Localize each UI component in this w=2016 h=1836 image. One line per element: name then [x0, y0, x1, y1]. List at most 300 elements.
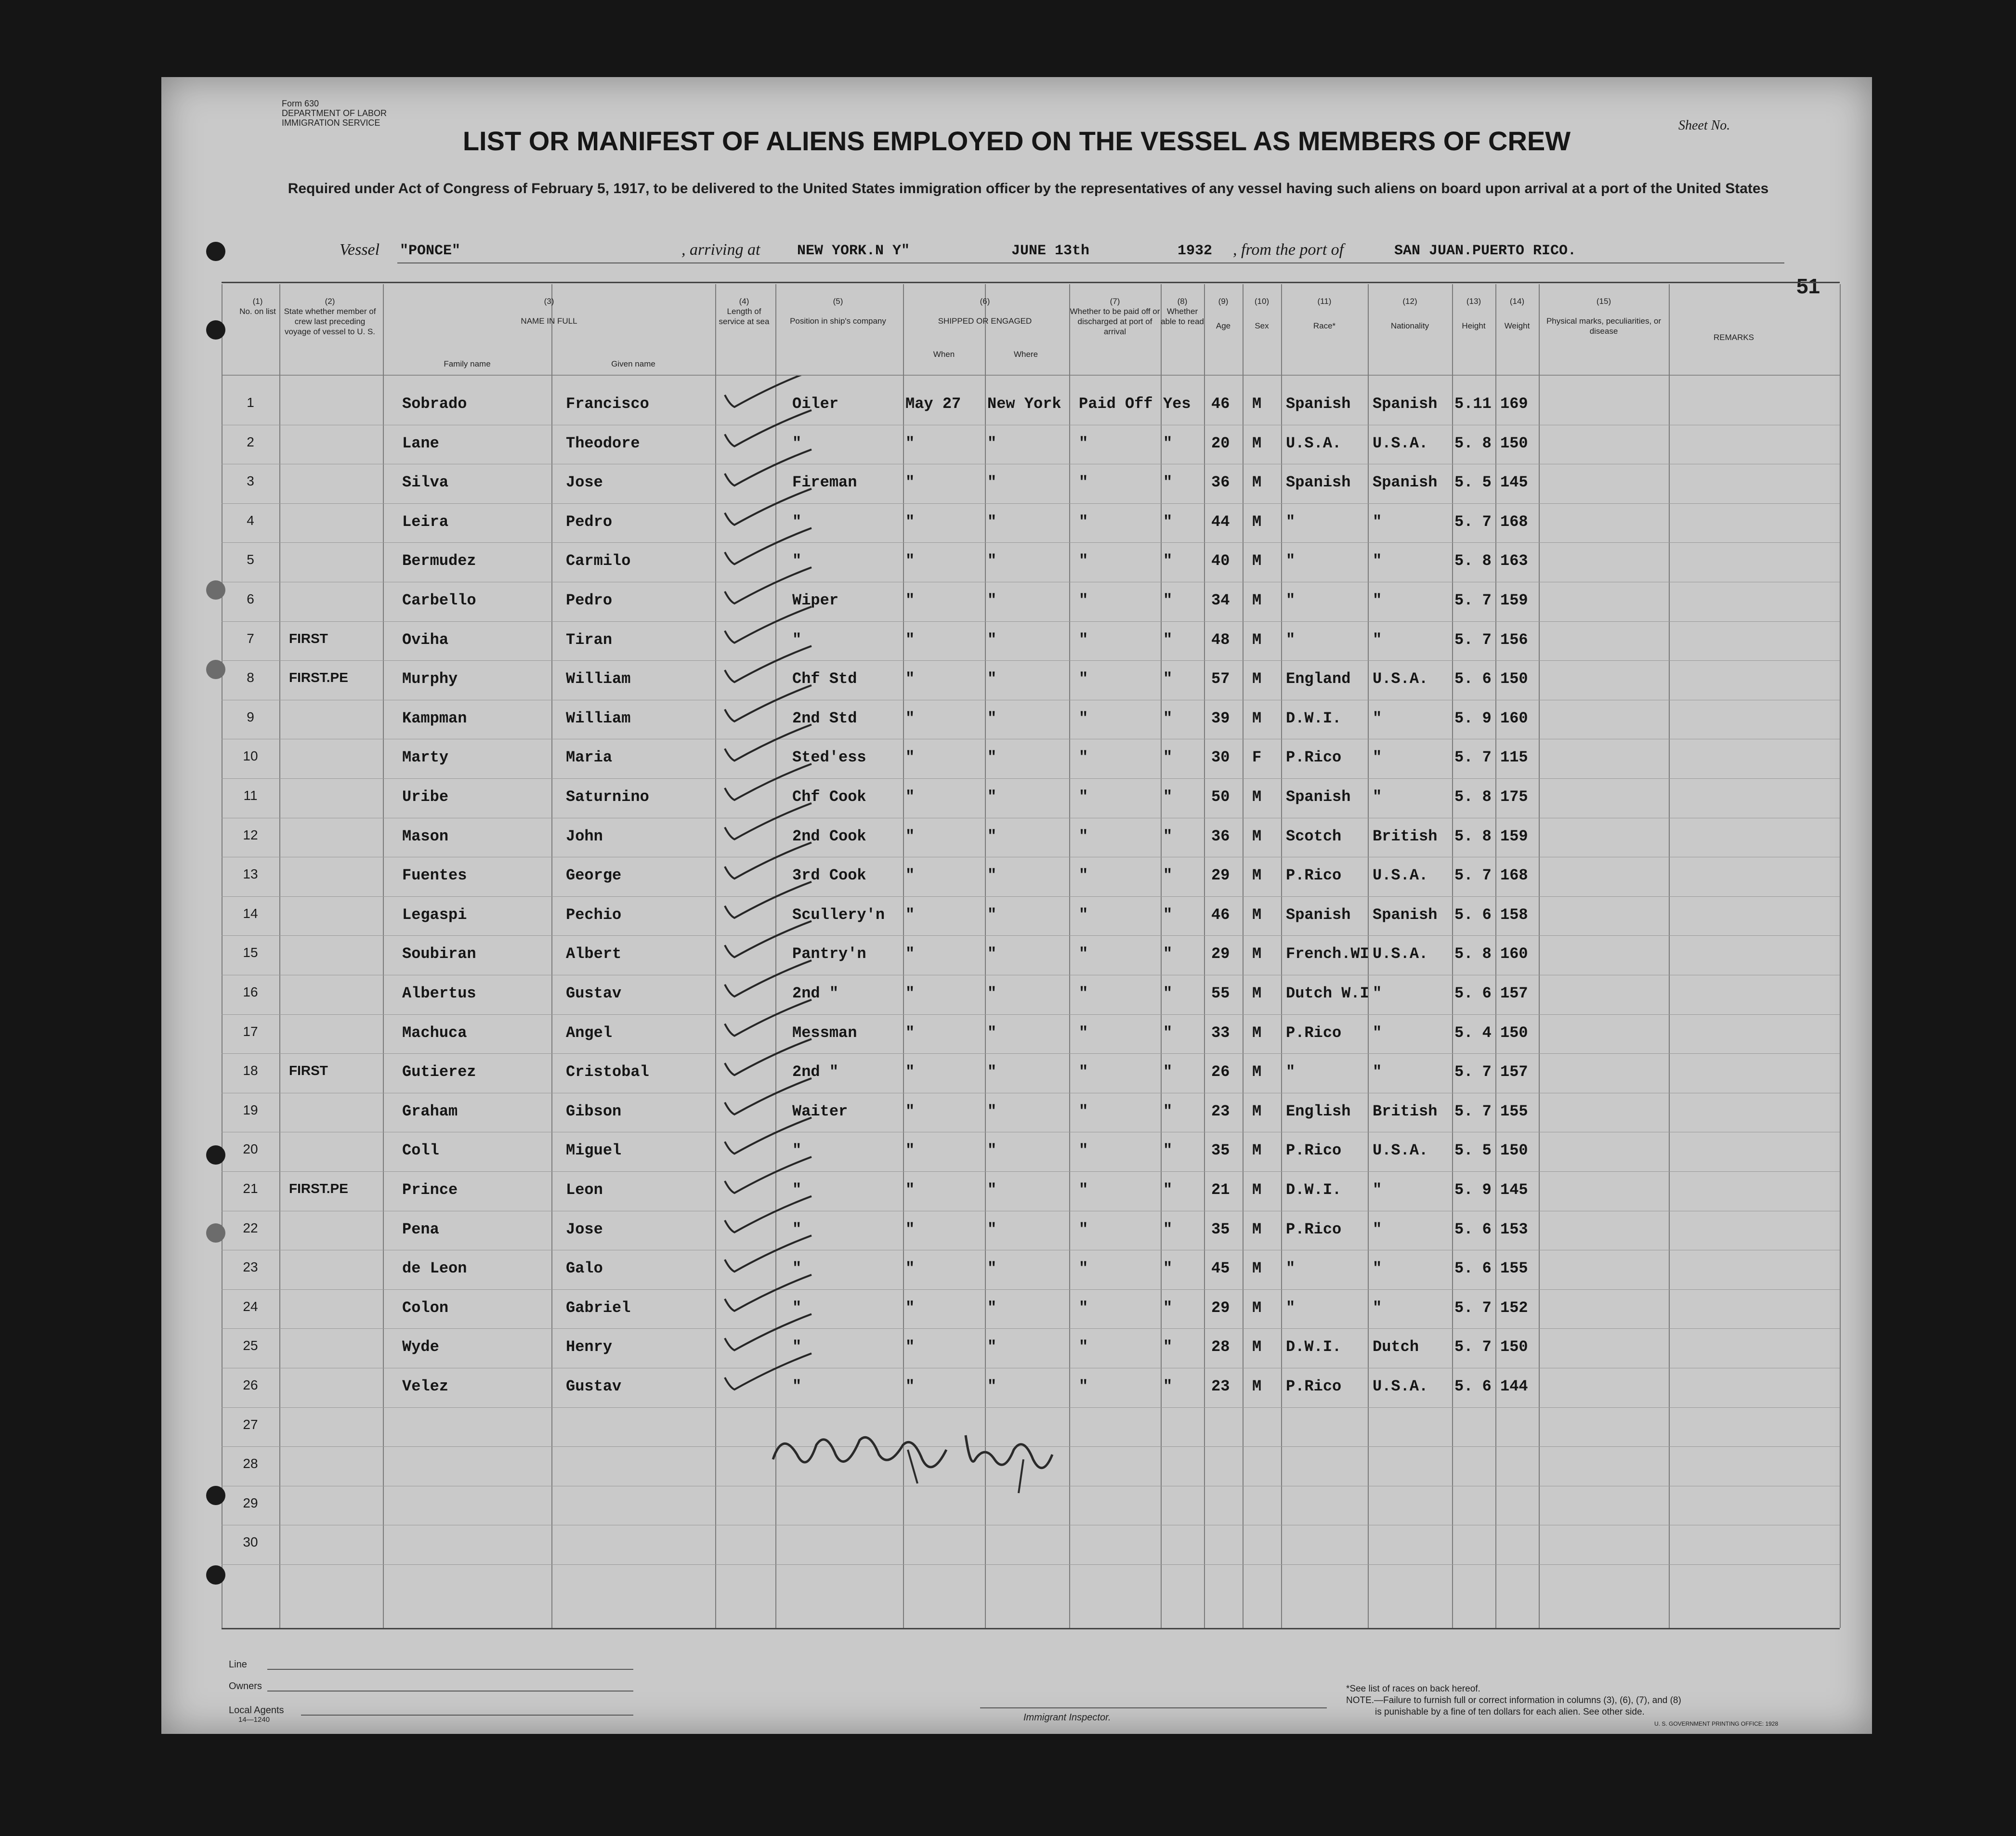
line-label: Line: [229, 1659, 247, 1670]
cell-nat: ": [1373, 1220, 1382, 1238]
row-number: 20: [243, 1141, 258, 1157]
cell-race: ": [1286, 512, 1296, 531]
cell-race: French.WI: [1286, 945, 1369, 963]
cell-weight: 155: [1500, 1259, 1528, 1278]
cell-where: ": [987, 1023, 997, 1042]
checkmark: [725, 764, 812, 800]
cell-paid: ": [1079, 1259, 1088, 1278]
cell-family: Marty: [402, 748, 449, 767]
cell-age: 23: [1211, 1102, 1230, 1120]
cell-race: D.W.I.: [1286, 709, 1342, 727]
inspector-underline: [980, 1707, 1327, 1708]
cell-family: Coll: [402, 1141, 439, 1160]
cell-when: ": [905, 1377, 915, 1395]
cell-weight: 155: [1500, 1102, 1528, 1120]
cell-nat: ": [1373, 591, 1382, 609]
cell-height: 5. 7: [1454, 748, 1492, 767]
cell-weight: 150: [1500, 434, 1528, 452]
cell-family: Murphy: [402, 670, 458, 688]
cell-given: Carmilo: [566, 552, 631, 570]
cell-weight: 163: [1500, 552, 1528, 570]
cell-position: ": [792, 1298, 802, 1317]
cell-weight: 168: [1500, 866, 1528, 885]
cell-sex: M: [1252, 1259, 1262, 1278]
cell-paid: ": [1079, 1141, 1088, 1160]
cell-where: ": [987, 1259, 997, 1278]
cell-age: 29: [1211, 866, 1230, 885]
col-5-header: (5) Position in ship's company: [790, 297, 886, 326]
cell-race: ": [1286, 1298, 1296, 1317]
cell-position: Scullery'n: [792, 905, 885, 924]
col-3-header: (3) NAME IN FULL: [521, 297, 577, 326]
cell-height: 5. 7: [1454, 1298, 1492, 1317]
row-number: 18: [243, 1063, 258, 1078]
checkmark: [725, 1117, 812, 1154]
row-rule: [222, 778, 1840, 779]
row-number: 23: [243, 1259, 258, 1275]
cell-age: 45: [1211, 1259, 1230, 1278]
punch-hole: [206, 320, 225, 340]
checkmark: [725, 921, 812, 957]
footnotes: [1346, 1683, 1778, 1730]
cell-read: ": [1163, 788, 1173, 806]
cell-when: ": [905, 1338, 915, 1356]
cell-sex: M: [1252, 945, 1262, 963]
cell-nat: U.S.A.: [1373, 1377, 1428, 1395]
cell-weight: 159: [1500, 591, 1528, 609]
col-3a-header: Family name: [444, 359, 491, 368]
cell-given: Galo: [566, 1259, 603, 1278]
punch-hole: [206, 242, 225, 261]
punch-hole: [206, 1565, 225, 1585]
cell-given: Saturnino: [566, 788, 649, 806]
cell-family: Wyde: [402, 1338, 439, 1356]
column-rule: [1204, 284, 1205, 1628]
cell-race: P.Rico: [1286, 1141, 1342, 1160]
cell-position: ": [792, 1141, 802, 1160]
cell-given: Gibson: [566, 1102, 622, 1120]
department-label: DEPARTMENT OF LABOR: [282, 108, 387, 118]
cell-when: ": [905, 866, 915, 885]
column-rule: [1495, 284, 1496, 1628]
cell-when: ": [905, 1259, 915, 1278]
cell-race: ": [1286, 552, 1296, 570]
cell-nat: ": [1373, 1023, 1382, 1042]
cell-weight: 169: [1500, 395, 1528, 413]
cell-given: Miguel: [566, 1141, 622, 1160]
cell-where: ": [987, 1377, 997, 1395]
column-rule: [1281, 284, 1282, 1628]
cell-sex: M: [1252, 1220, 1262, 1238]
checkmark: [725, 528, 812, 564]
cell-position: Messman: [792, 1023, 857, 1042]
cell-age: 46: [1211, 395, 1230, 413]
checkmark: [725, 724, 812, 761]
cell-height: 5. 8: [1454, 827, 1492, 845]
cell-race: P.Rico: [1286, 1023, 1342, 1042]
checkmark: [725, 803, 812, 839]
cell-height: 5.11: [1454, 395, 1492, 413]
cell-weight: 175: [1500, 788, 1528, 806]
cell-paid: ": [1079, 473, 1088, 492]
cell-read: ": [1163, 1063, 1173, 1081]
local-agents-label: Local Agents: [229, 1705, 284, 1716]
row-number: 22: [243, 1220, 258, 1235]
cell-paid: ": [1079, 1063, 1088, 1081]
cell-paid: ": [1079, 1377, 1088, 1395]
cell-position: Fireman: [792, 473, 857, 492]
cell-given: Tiran: [566, 630, 613, 649]
cell-sex: M: [1252, 827, 1262, 845]
cell-race: Spanish: [1286, 788, 1351, 806]
cell-when: ": [905, 1141, 915, 1160]
cell-weight: 145: [1500, 1181, 1528, 1199]
cell-family: Bermudez: [402, 552, 476, 570]
row-number: 28: [243, 1456, 258, 1471]
cell-paid: ": [1079, 984, 1088, 1002]
checkmark: [725, 1196, 812, 1233]
cell-read: ": [1163, 630, 1173, 649]
cell-height: 5. 8: [1454, 945, 1492, 963]
row-rule: [222, 660, 1840, 661]
cell-sex: M: [1252, 512, 1262, 531]
cell-age: 40: [1211, 552, 1230, 570]
cell-race: Spanish: [1286, 473, 1351, 492]
cell-position: 3rd Cook: [792, 866, 866, 885]
cell-when: ": [905, 1181, 915, 1199]
cell-age: 20: [1211, 434, 1230, 452]
cell-where: ": [987, 630, 997, 649]
cell-nat: ": [1373, 709, 1382, 727]
cell-where: ": [987, 905, 997, 924]
checkmark: [725, 1275, 812, 1311]
cell-sex: M: [1252, 630, 1262, 649]
cell-prev: FIRST: [289, 630, 328, 646]
cell-race: ": [1286, 1259, 1296, 1278]
checkmark: [725, 1000, 812, 1036]
cell-given: William: [566, 670, 631, 688]
column-rule: [1452, 284, 1453, 1628]
cell-height: 5. 6: [1454, 984, 1492, 1002]
table-top-rule: [222, 282, 1840, 283]
cell-nat: ": [1373, 630, 1382, 649]
checkmark: [725, 646, 812, 682]
cell-given: Jose: [566, 1220, 603, 1238]
cell-age: 46: [1211, 905, 1230, 924]
row-rule: [222, 1289, 1840, 1290]
col-7-header: (7) Whether to be paid off or discharged at port of arrival: [1070, 297, 1160, 336]
cell-height: 5. 9: [1454, 709, 1492, 727]
row-rule: [222, 1014, 1840, 1015]
cell-paid: ": [1079, 670, 1088, 688]
cell-family: Gutierez: [402, 1063, 476, 1081]
column-rule: [1840, 284, 1841, 1628]
cell-age: 48: [1211, 630, 1230, 649]
cell-given: Maria: [566, 748, 613, 767]
cell-where: ": [987, 670, 997, 688]
cell-read: ": [1163, 709, 1173, 727]
cell-paid: ": [1079, 591, 1088, 609]
row-number: 6: [247, 591, 254, 606]
cell-weight: 158: [1500, 905, 1528, 924]
cell-height: 5. 6: [1454, 1220, 1492, 1238]
row-rule: [222, 1171, 1840, 1172]
cell-position: 2nd ": [792, 1063, 839, 1081]
column-rule: [383, 284, 384, 1628]
row-number: 24: [243, 1298, 258, 1314]
cell-weight: 115: [1500, 748, 1528, 767]
cell-nat: Dutch: [1373, 1338, 1419, 1356]
cell-position: ": [792, 1181, 802, 1199]
cell-family: Soubiran: [402, 945, 476, 963]
cell-height: 5. 9: [1454, 1181, 1492, 1199]
cell-weight: 157: [1500, 1063, 1528, 1081]
checkmark: [725, 1039, 812, 1075]
from-label: , from the port of: [1233, 241, 1344, 259]
cell-read: ": [1163, 1102, 1173, 1120]
page-title: LIST OR MANIFEST OF ALIENS EMPLOYED ON THE VESSEL AS MEMBERS OF CREW: [462, 126, 1571, 156]
cell-nat: ": [1373, 1181, 1382, 1199]
arriving-port: NEW YORK.N Y": [797, 243, 910, 259]
inspector-signature: [763, 1402, 1100, 1498]
cell-race: ": [1286, 591, 1296, 609]
cell-race: Dutch W.I: [1286, 984, 1369, 1002]
cell-read: ": [1163, 591, 1173, 609]
cell-given: Pedro: [566, 512, 613, 531]
cell-read: ": [1163, 1298, 1173, 1317]
col-13-header: (13) Height: [1462, 297, 1486, 330]
agents-underline: [301, 1715, 633, 1716]
cell-paid: ": [1079, 827, 1088, 845]
cell-age: 33: [1211, 1023, 1230, 1042]
cell-height: 5. 7: [1454, 1063, 1492, 1081]
cell-family: Legaspi: [402, 905, 467, 924]
cell-position: ": [792, 1259, 802, 1278]
cell-height: 5. 6: [1454, 905, 1492, 924]
cell-given: Pechio: [566, 905, 622, 924]
cell-family: de Leon: [402, 1259, 467, 1278]
checkmark: [725, 960, 812, 997]
cell-position: Chf Std: [792, 670, 857, 688]
cell-position: 2nd Std: [792, 709, 857, 727]
cell-position: 2nd Cook: [792, 827, 866, 845]
page-subtitle: Required under Act of Congress of February 5, 1917, to be delivered to the United States immigration officer by the representatives of any vessel having such aliens on board upon arrival at a port of the United States: [288, 181, 1769, 197]
row-number: 26: [243, 1377, 258, 1392]
cell-race: English: [1286, 1102, 1351, 1120]
checkmark: [725, 685, 812, 721]
col-11-header: (11) Race*: [1313, 297, 1336, 330]
cell-age: 39: [1211, 709, 1230, 727]
cell-when: ": [905, 788, 915, 806]
cell-given: Leon: [566, 1181, 603, 1199]
cell-read: ": [1163, 945, 1173, 963]
cell-position: ": [792, 1338, 802, 1356]
row-rule: [222, 1053, 1840, 1054]
cell-family: Graham: [402, 1102, 458, 1120]
cell-weight: 150: [1500, 1023, 1528, 1042]
col-15-header: (15) Physical marks, peculiarities, or disease: [1546, 297, 1662, 336]
cell-given: Jose: [566, 473, 603, 492]
checkmark: [725, 842, 812, 879]
row-number: 1: [247, 395, 254, 410]
cell-height: 5. 7: [1454, 512, 1492, 531]
cell-given: Albert: [566, 945, 622, 963]
cell-age: 26: [1211, 1063, 1230, 1081]
cell-sex: M: [1252, 1063, 1262, 1081]
cell-weight: 145: [1500, 473, 1528, 492]
cell-sex: M: [1252, 1023, 1262, 1042]
cell-where: ": [987, 1220, 997, 1238]
cell-read: ": [1163, 552, 1173, 570]
col-16-header: REMARKS: [1713, 333, 1754, 342]
cell-where: ": [987, 1141, 997, 1160]
local-agents-code: 14—1240: [238, 1716, 270, 1724]
cell-read: ": [1163, 1338, 1173, 1356]
row-rule: [222, 621, 1840, 622]
cell-race: England: [1286, 670, 1351, 688]
checkmark: [725, 410, 812, 446]
cell-paid: ": [1079, 905, 1088, 924]
cell-nat: ": [1373, 1259, 1382, 1278]
cell-position: ": [792, 512, 802, 531]
cell-height: 5. 7: [1454, 591, 1492, 609]
cell-given: Gustav: [566, 984, 622, 1002]
cell-sex: M: [1252, 1141, 1262, 1160]
cell-paid: ": [1079, 788, 1088, 806]
cell-height: 5. 7: [1454, 1338, 1492, 1356]
cell-read: ": [1163, 866, 1173, 885]
cell-when: ": [905, 434, 915, 452]
cell-where: ": [987, 1298, 997, 1317]
cell-race: Scotch: [1286, 827, 1342, 845]
cell-where: ": [987, 709, 997, 727]
cell-race: ": [1286, 1063, 1296, 1081]
cell-nat: Spanish: [1373, 473, 1438, 492]
checkmark: [725, 1353, 812, 1390]
cell-age: 57: [1211, 670, 1230, 688]
cell-read: ": [1163, 748, 1173, 767]
row-number: 21: [243, 1181, 258, 1196]
row-rule: [222, 935, 1840, 936]
row-rule: [222, 542, 1840, 543]
checkmark: [725, 376, 812, 407]
cell-when: ": [905, 512, 915, 531]
row-number: 2: [247, 434, 254, 449]
cell-age: 35: [1211, 1141, 1230, 1160]
row-number: 17: [243, 1023, 258, 1039]
cell-family: Colon: [402, 1298, 449, 1317]
form-label: Form 630: [282, 99, 319, 108]
cell-family: Fuentes: [402, 866, 467, 885]
cell-read: ": [1163, 1259, 1173, 1278]
cell-when: ": [905, 945, 915, 963]
row-number: 30: [243, 1534, 258, 1550]
row-number: 13: [243, 866, 258, 882]
cell-nat: British: [1373, 1102, 1438, 1120]
cell-given: George: [566, 866, 622, 885]
cell-weight: 150: [1500, 1141, 1528, 1160]
cell-family: Lane: [402, 434, 439, 452]
cell-read: ": [1163, 905, 1173, 924]
cell-given: Pedro: [566, 591, 613, 609]
sheet-number-label: Sheet No.: [1678, 118, 1730, 133]
cell-position: ": [792, 630, 802, 649]
cell-age: 50: [1211, 788, 1230, 806]
cell-when: ": [905, 1023, 915, 1042]
cell-height: 5. 4: [1454, 1023, 1492, 1042]
cell-read: ": [1163, 670, 1173, 688]
cell-when: ": [905, 1063, 915, 1081]
cell-family: Sobrado: [402, 395, 467, 413]
cell-age: 36: [1211, 827, 1230, 845]
cell-family: Carbello: [402, 591, 476, 609]
cell-sex: M: [1252, 1338, 1262, 1356]
cell-read: ": [1163, 984, 1173, 1002]
cell-family: Albertus: [402, 984, 476, 1002]
cell-weight: 160: [1500, 709, 1528, 727]
cell-position: ": [792, 1220, 802, 1238]
cell-race: D.W.I.: [1286, 1181, 1342, 1199]
cell-race: Spanish: [1286, 905, 1351, 924]
arrival-date: JUNE 13th: [1011, 243, 1090, 259]
cell-race: Spanish: [1286, 395, 1351, 413]
cell-nat: ": [1373, 1063, 1382, 1081]
cell-nat: U.S.A.: [1373, 434, 1428, 452]
service-label: IMMIGRATION SERVICE: [282, 118, 380, 128]
row-number: 3: [247, 473, 254, 489]
row-rule: [222, 503, 1840, 504]
cell-sex: M: [1252, 984, 1262, 1002]
cell-paid: ": [1079, 434, 1088, 452]
footnote-races: *See list of races on back hereof.: [1346, 1684, 1480, 1694]
cell-position: Oiler: [792, 395, 839, 413]
cell-family: Uribe: [402, 788, 449, 806]
vessel-underline: [397, 262, 1784, 263]
arriving-label: , arriving at: [681, 241, 760, 259]
cell-read: ": [1163, 827, 1173, 845]
row-number: 10: [243, 748, 258, 764]
cell-sex: M: [1252, 473, 1262, 492]
from-port: SAN JUAN.PUERTO RICO.: [1394, 243, 1577, 259]
cell-nat: U.S.A.: [1373, 945, 1428, 963]
cell-nat: British: [1373, 827, 1438, 845]
row-number: 14: [243, 905, 258, 921]
cell-height: 5. 5: [1454, 1141, 1492, 1160]
row-rule: [222, 1328, 1840, 1329]
cell-when: ": [905, 709, 915, 727]
cell-when: ": [905, 748, 915, 767]
cell-nat: Spanish: [1373, 905, 1438, 924]
cell-read: Yes: [1163, 395, 1191, 413]
cell-nat: ": [1373, 1298, 1382, 1317]
footnote-penalty-2: is punishable by a fine of ten dollars for each alien. See other side.: [1375, 1707, 1645, 1717]
owners-label: Owners: [229, 1681, 262, 1692]
punch-hole: [206, 580, 225, 600]
cell-read: ": [1163, 1220, 1173, 1238]
cell-when: ": [905, 984, 915, 1002]
cell-race: D.W.I.: [1286, 1338, 1342, 1356]
cell-given: Gustav: [566, 1377, 622, 1395]
cell-family: Prince: [402, 1181, 458, 1199]
cell-where: ": [987, 1102, 997, 1120]
cell-sex: M: [1252, 1298, 1262, 1317]
cell-read: ": [1163, 1377, 1173, 1395]
cell-family: Kampman: [402, 709, 467, 727]
table-header-rule: [222, 375, 1840, 376]
row-number: 5: [247, 552, 254, 567]
cell-height: 5. 8: [1454, 788, 1492, 806]
cell-paid: ": [1079, 1298, 1088, 1317]
